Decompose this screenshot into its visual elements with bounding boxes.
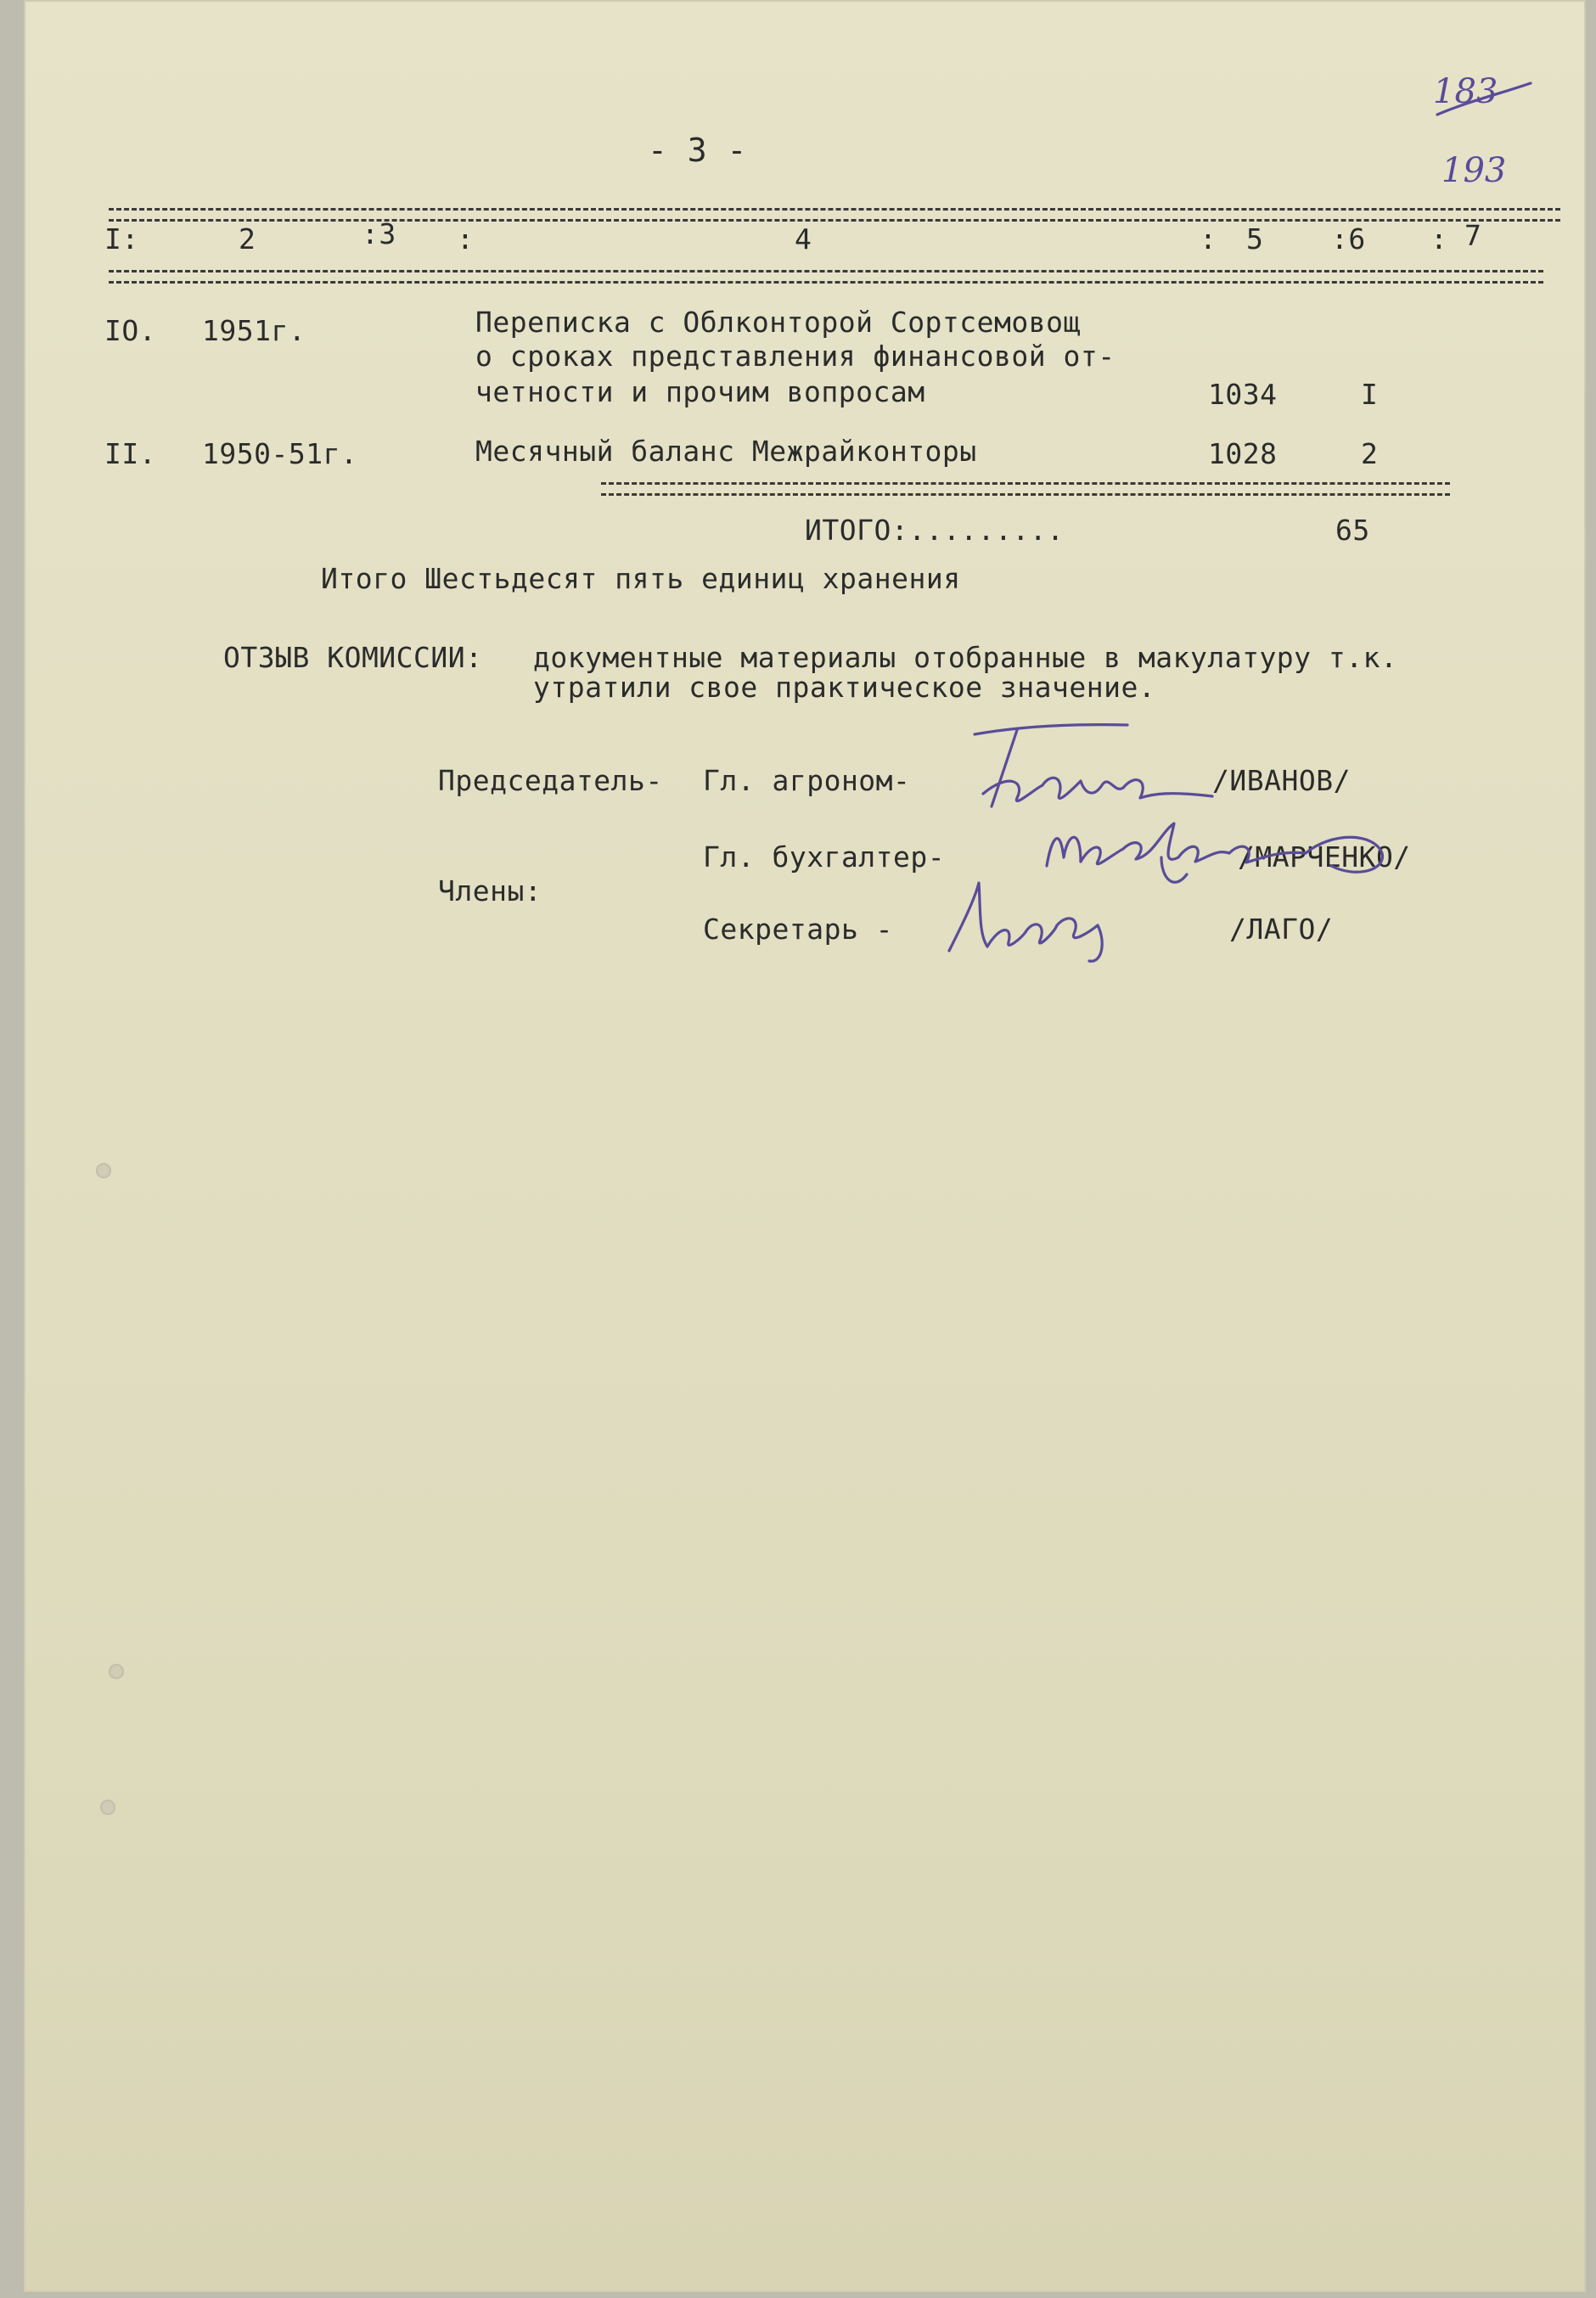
header-bottom-rule bbox=[109, 270, 1543, 284]
total-label: ИТОГО:......... bbox=[805, 514, 1065, 547]
header-col-5: 5 bbox=[1246, 222, 1264, 256]
row-col5: 1034 bbox=[1208, 378, 1278, 411]
header-sep: : bbox=[457, 222, 475, 256]
total-value: 65 bbox=[1335, 514, 1370, 547]
accountant-name: /МАРЧЕНКО/ bbox=[1238, 840, 1411, 874]
row-title-line: Месячный баланс Межрайконторы bbox=[475, 435, 977, 468]
row-title-line: четности и прочим вопросам bbox=[475, 375, 925, 408]
row-title-line: Переписка с Облконторой Сортсемовощ bbox=[475, 306, 1081, 339]
header-col-2: 2 bbox=[239, 222, 256, 256]
header-sep: : bbox=[1200, 222, 1217, 256]
secretary-name: /ЛАГО/ bbox=[1229, 913, 1334, 946]
binder-hole bbox=[96, 1163, 111, 1178]
binder-hole bbox=[100, 1800, 115, 1815]
chairman-name: /ИВАНОВ/ bbox=[1212, 764, 1351, 797]
accountant-role: Гл. бухгалтер- bbox=[703, 840, 946, 874]
archive-number-old: 183 bbox=[1433, 72, 1498, 111]
archive-number: 193 bbox=[1441, 151, 1507, 190]
row-title-line: о сроках представления финансовой от- bbox=[475, 340, 1116, 373]
row-number: IO. bbox=[104, 314, 157, 347]
chairman-role: Гл. агроном- bbox=[703, 764, 911, 797]
header-col-7: 7 bbox=[1464, 219, 1482, 252]
header-top-rule bbox=[109, 208, 1560, 222]
row-year: 1950-51г. bbox=[202, 437, 358, 470]
secretary-role: Секретарь - bbox=[703, 913, 894, 946]
header-sep: : bbox=[1430, 222, 1448, 256]
row-col6: 2 bbox=[1361, 437, 1379, 470]
document-page bbox=[24, 0, 1586, 2292]
row-col5: 1028 bbox=[1208, 437, 1278, 470]
row-number: II. bbox=[104, 437, 157, 470]
binder-hole bbox=[109, 1664, 124, 1679]
page-number: - 3 - bbox=[648, 132, 747, 169]
secretary-signature bbox=[928, 866, 1183, 968]
commission-text-line: утратили свое практическое значение. bbox=[533, 671, 1156, 704]
members-label: Члены: bbox=[438, 874, 542, 907]
row-col6: I bbox=[1361, 378, 1379, 411]
commission-label: ОТЗЫВ КОМИССИИ: bbox=[223, 641, 483, 674]
row-year: 1951г. bbox=[202, 314, 306, 347]
chairman-label: Председатель- bbox=[438, 764, 663, 797]
header-col-6: :6 bbox=[1331, 222, 1366, 256]
total-rule bbox=[601, 482, 1450, 496]
strikethrough-mark bbox=[1433, 76, 1535, 127]
header-col-3: :3 bbox=[362, 217, 396, 250]
header-col-4: 4 bbox=[795, 222, 812, 256]
commission-text-line: документные материалы отобранные в макулатуру т.к. bbox=[533, 641, 1398, 674]
total-in-words: Итого Шестьдесят пять единиц хранения bbox=[321, 562, 961, 595]
header-col-1: I: bbox=[104, 222, 139, 256]
